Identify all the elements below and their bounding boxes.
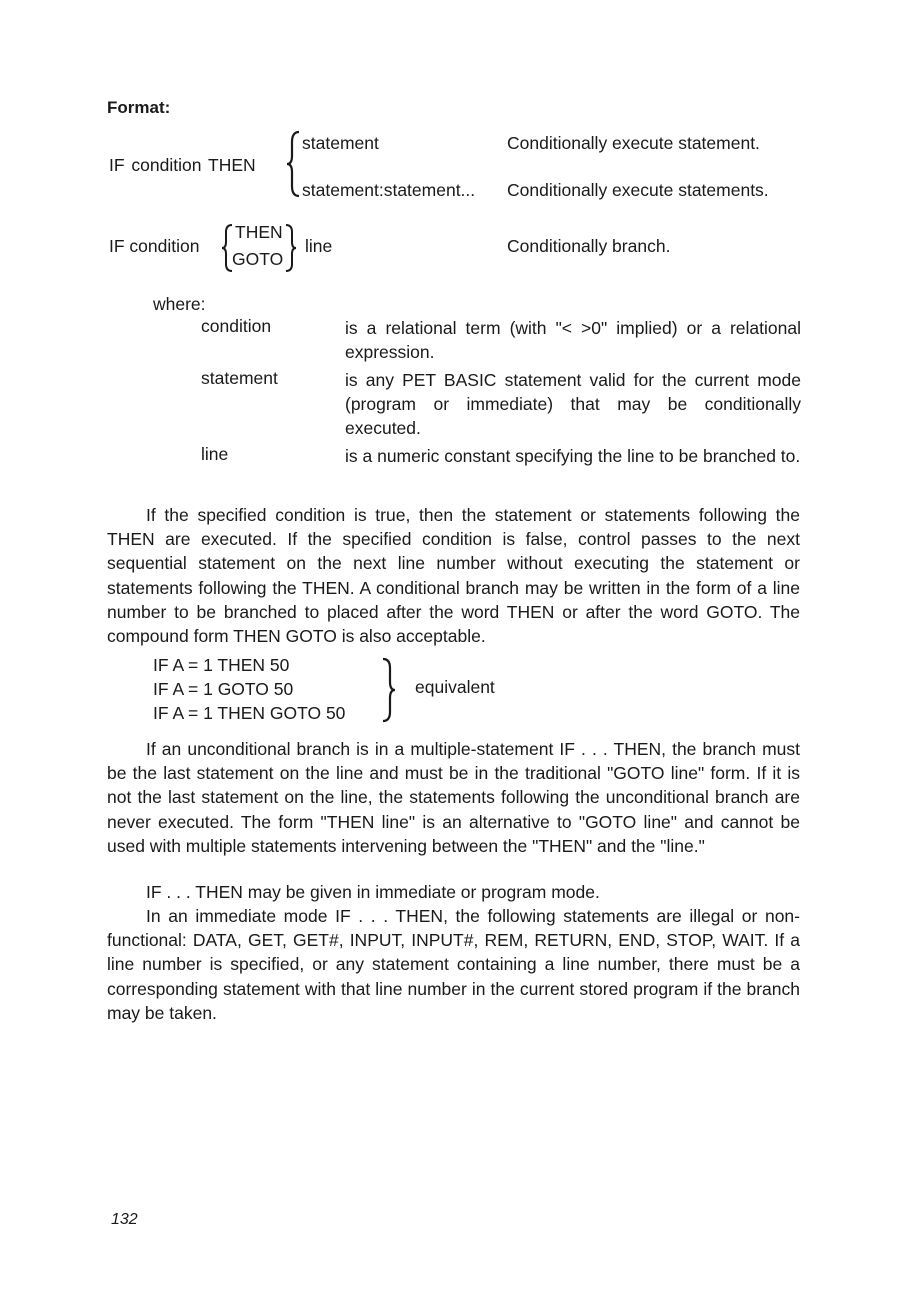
syntax1-desc2: Conditionally execute statements. (507, 180, 769, 200)
definition-desc: is a relational term (with "< >0" implied) or a relational expression. (345, 318, 801, 362)
page-number: 132 (111, 1211, 138, 1228)
examples-label: equivalent (415, 677, 495, 697)
definition-item (201, 316, 801, 364)
definition-item (201, 444, 801, 468)
definition-term: condition (201, 316, 272, 336)
paragraph-3: IF . . . THEN may be given in immediate or program mode. (146, 882, 600, 902)
definition-item (201, 368, 801, 440)
syntax1-brace-icon (285, 128, 303, 200)
format-heading: Format: (107, 98, 171, 117)
syntax1-desc1: Conditionally execute statement. (507, 133, 760, 153)
syntax2-desc: Conditionally branch. (507, 236, 671, 256)
examples-brace-icon (380, 656, 398, 724)
definition-desc: is any PET BASIC statement valid for the current mode (program or immediate) that may be conditionally executed. (345, 370, 801, 438)
definition-list (201, 316, 801, 472)
paragraph-1: If the specified condition is true, then the statement or statements following the THEN are executed. If the specified condition is false, control passes to the next sequential statement on the next line number without executing the statement or statements following the THEN. A conditional branch may be written in the form of a line number to be branched to placed after the word THEN or after the word GOTO. The compound form THEN GOTO is also acceptable. (107, 505, 800, 647)
paragraph-2: If an unconditional branch is in a multiple-statement IF . . . THEN, the branch must be the last statement on the line and must be in the traditional "GOTO line" form. If it is not the last statement on the line, the statements following the unconditional branch are never executed. The form "THEN line" is an alternative to "GOTO line" and cannot be used with multiple statements intervening between the "THEN" and the "line." (107, 739, 800, 856)
definition-term: statement (201, 368, 278, 388)
syntax2-option-then: THEN (235, 222, 283, 242)
syntax2-prefix: IF condition (109, 236, 200, 256)
syntax1-prefix: IF condition THEN (109, 155, 256, 175)
where-label: where: (153, 294, 206, 314)
example-line: IF A = 1 GOTO 50 (153, 679, 294, 699)
syntax2-option-goto: GOTO (232, 249, 284, 269)
syntax1-option-statements: statement:statement... (302, 180, 476, 200)
syntax2-right-brace-icon (284, 222, 298, 274)
paragraph-4: In an immediate mode IF . . . THEN, the following statements are illegal or non-functional: DATA, GET, GET#, INPUT, INPUT#, REM, RETURN, END, STOP, WAIT. If a line number is specified, or any statement containing a line number, there must be a corresponding statement with that line number in the current stored program if the branch may be taken. (107, 906, 800, 1023)
example-line: IF A = 1 THEN 50 (153, 655, 290, 675)
syntax1-option-statement: statement (302, 133, 379, 153)
example-line: IF A = 1 THEN GOTO 50 (153, 703, 346, 723)
definition-desc: is a numeric constant specifying the line to be branched to. (345, 446, 801, 466)
syntax2-suffix-line: line (305, 236, 333, 256)
definition-term: line (201, 444, 229, 464)
